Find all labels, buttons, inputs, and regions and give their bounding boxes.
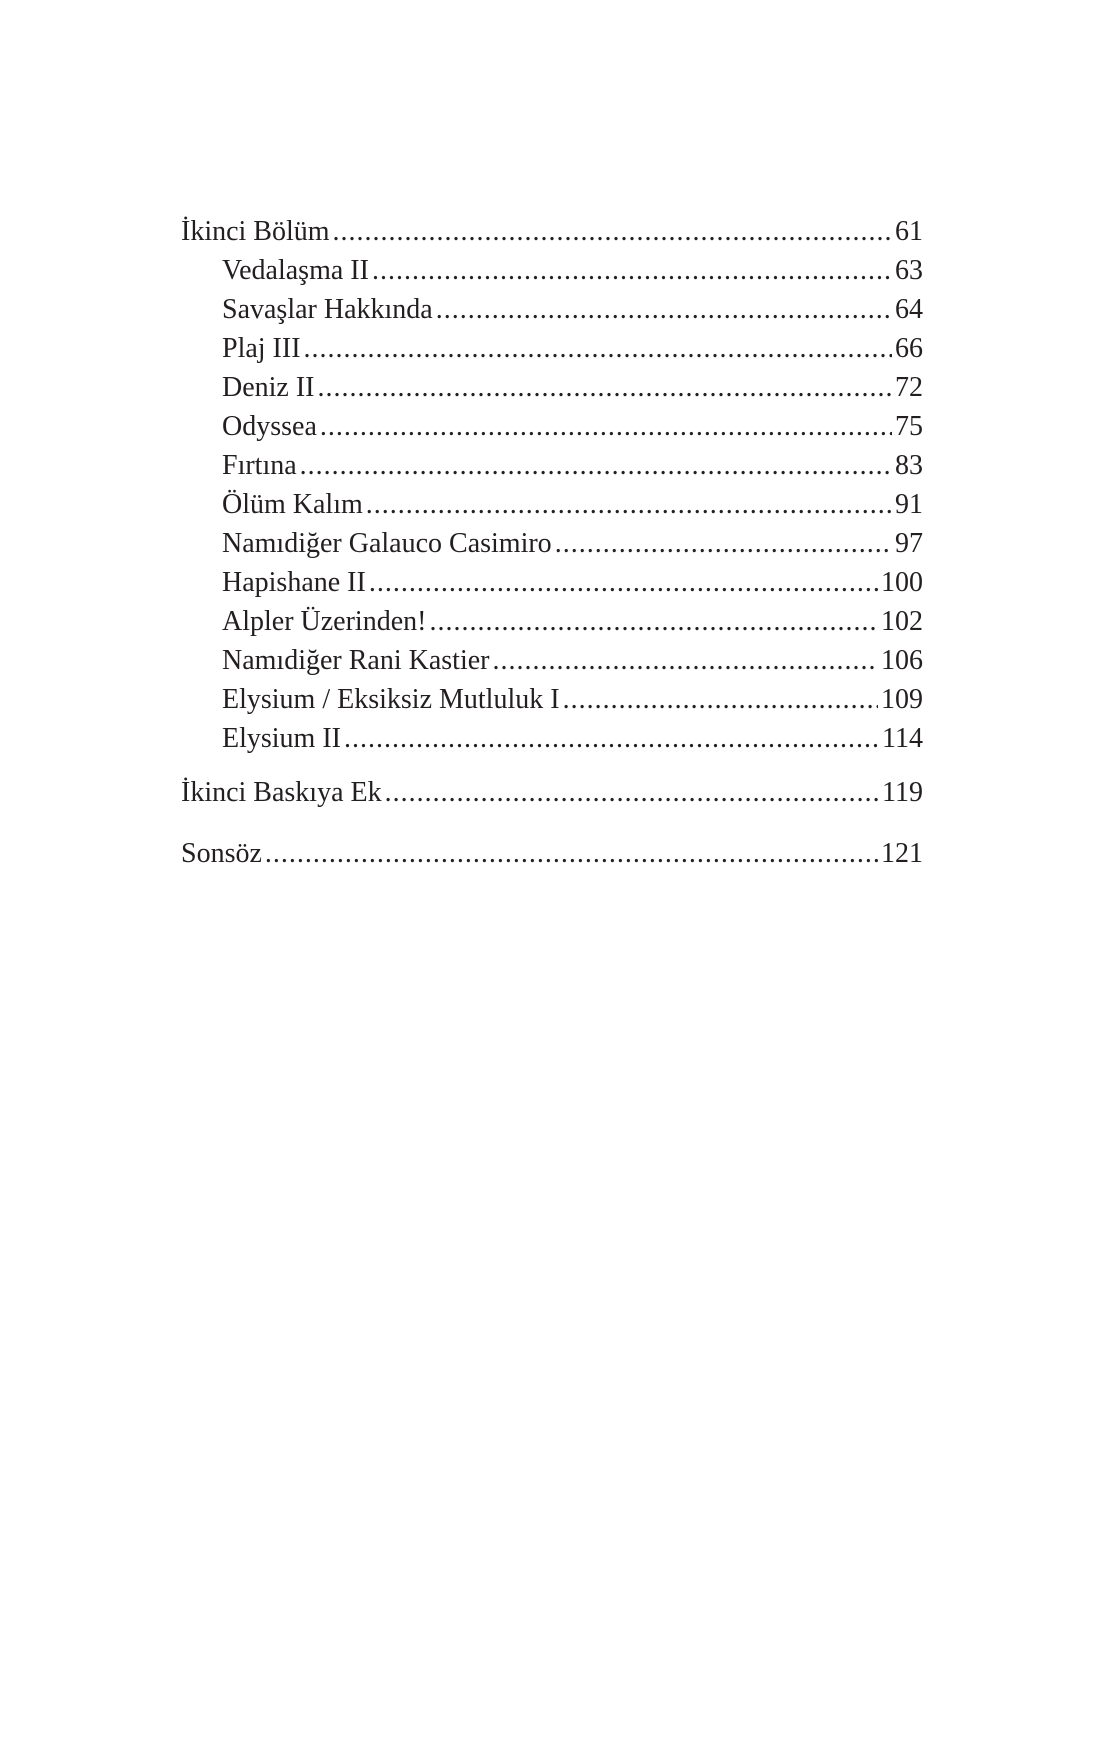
toc-entry-page: 63 <box>895 255 923 286</box>
toc-entry <box>181 251 923 290</box>
toc-entry-title: Alpler Üzerinden! <box>222 606 427 637</box>
toc-entry-page: 75 <box>895 411 923 442</box>
toc-entry-title: Deniz II <box>222 372 315 403</box>
dot-leader <box>265 834 878 873</box>
toc-entry-title: Elysium / Eksiksiz Mutluluk I <box>222 684 560 715</box>
dot-leader <box>492 641 878 680</box>
toc-entry-title: Namıdiğer Rani Kastier <box>222 645 490 676</box>
toc-entry-page: 114 <box>882 723 923 754</box>
dot-leader <box>385 773 879 812</box>
toc-entry-title: Ölüm Kalım <box>222 489 363 520</box>
dot-leader <box>318 368 892 407</box>
toc-entry-title: Plaj III <box>222 333 301 364</box>
toc-entry-title: İkinci Bölüm <box>181 216 330 247</box>
toc-entry-page: 66 <box>895 333 923 364</box>
toc-entry-page: 72 <box>895 372 923 403</box>
toc-entry-section <box>181 834 923 873</box>
dot-leader <box>563 680 878 719</box>
toc-entry <box>181 407 923 446</box>
dot-leader <box>333 212 892 251</box>
toc-entry <box>181 641 923 680</box>
toc-entry <box>181 485 923 524</box>
toc-entry <box>181 446 923 485</box>
toc-entry-page: 91 <box>895 489 923 520</box>
toc-entry-page: 83 <box>895 450 923 481</box>
dot-leader <box>372 251 892 290</box>
toc-entry-title: İkinci Baskıya Ek <box>181 777 382 808</box>
toc-entry <box>181 290 923 329</box>
dot-leader <box>429 602 878 641</box>
dot-leader <box>320 407 892 446</box>
dot-leader <box>369 563 878 602</box>
toc-entry-title: Odyssea <box>222 411 317 442</box>
toc-entry-page: 97 <box>895 528 923 559</box>
toc-entry-section <box>181 212 923 251</box>
toc-entry-page: 61 <box>895 216 923 247</box>
toc-entry-section <box>181 773 923 812</box>
toc-entry-title: Namıdiğer Galauco Casimiro <box>222 528 552 559</box>
toc-entry <box>181 563 923 602</box>
dot-leader <box>436 290 892 329</box>
toc-entry-title: Hapishane II <box>222 567 366 598</box>
dot-leader <box>555 524 892 563</box>
dot-leader <box>300 446 892 485</box>
toc-entry <box>181 719 923 758</box>
dot-leader <box>304 329 892 368</box>
toc-entry <box>181 329 923 368</box>
toc-entry-title: Sonsöz <box>181 838 262 869</box>
toc-entry <box>181 368 923 407</box>
toc-entry-title: Vedalaşma II <box>222 255 369 286</box>
toc-entry-title: Elysium II <box>222 723 341 754</box>
toc-entry <box>181 680 923 719</box>
table-of-contents <box>181 212 923 873</box>
toc-entry <box>181 602 923 641</box>
toc-entry-page: 102 <box>881 606 923 637</box>
toc-entry-title: Savaşlar Hakkında <box>222 294 433 325</box>
toc-entry <box>181 524 923 563</box>
toc-entry-page: 121 <box>881 838 923 869</box>
toc-entry-page: 119 <box>882 777 923 808</box>
toc-entry-page: 109 <box>881 684 923 715</box>
toc-entry-page: 100 <box>881 567 923 598</box>
toc-entry-title: Fırtına <box>222 450 297 481</box>
dot-leader <box>366 485 892 524</box>
dot-leader <box>344 719 879 758</box>
toc-entry-page: 106 <box>881 645 923 676</box>
toc-entry-page: 64 <box>895 294 923 325</box>
